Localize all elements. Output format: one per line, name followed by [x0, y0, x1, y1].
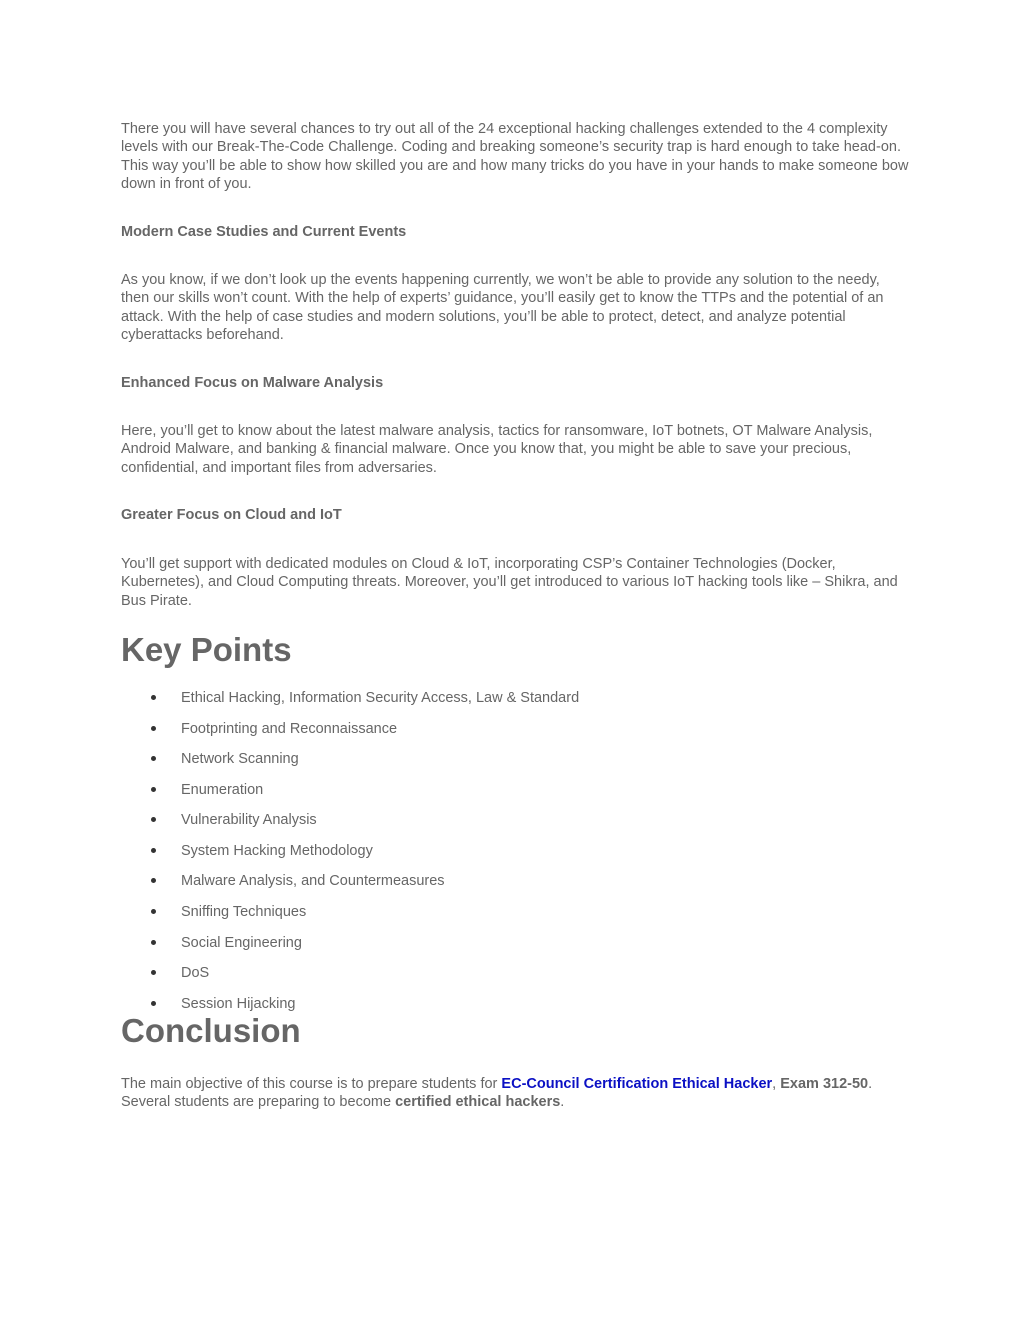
list-item-label: Enumeration [181, 781, 264, 798]
list-item [121, 995, 911, 1013]
bullet-icon [151, 878, 156, 883]
list-item [121, 689, 911, 720]
bullet-icon [151, 756, 156, 761]
list-item [121, 811, 911, 842]
bullet-icon [151, 940, 156, 945]
list-item-label: Vulnerability Analysis [181, 812, 317, 829]
key-points-list [121, 689, 911, 1013]
list-item [121, 750, 911, 781]
list-item-label: System Hacking Methodology [181, 842, 373, 859]
list-item [121, 842, 911, 873]
section-body-case-studies: As you know, if we don’t look up the events happening currently, we won’t be able to provide any solution to the needy, then our skills won’t count. With the help of experts’ guidance, you’ll easily get to know the TTPs and the potential of an attack. With the help of case studies and modern solutions, you’ll be able to protect, detect, and analyze potential cyberattacks beforehand. [121, 272, 884, 344]
intro-paragraph: There you will have several chances to try out all of the 24 exceptional hacking challenges extended to the 4 complexity levels with our Break-The-Code Challenge. Coding and breaking someone’s security trap is hard enough to take head-on. This way you’ll be able to show how skilled you are and how many tricks do you have in your hands to make someone bow down in front of you. [121, 121, 909, 193]
certified-ethical-hackers: certified ethical hackers [395, 1094, 561, 1111]
ec-council-link[interactable]: EC-Council Certification Ethical Hacker [501, 1075, 773, 1092]
conclusion-text-1: The main objective of this course is to prepare students for [121, 1075, 502, 1092]
list-item-label: Malware Analysis, and Countermeasures [181, 873, 445, 890]
exam-code: Exam 312-50 [780, 1075, 869, 1092]
section-heading-malware: Enhanced Focus on Malware Analysis [121, 374, 384, 391]
bullet-icon [151, 787, 156, 792]
list-item-label: Network Scanning [181, 751, 299, 768]
conclusion-text-4: . [560, 1094, 565, 1111]
section-body-cloud-iot: You’ll get support with dedicated modules on Cloud & IoT, incorporating CSP’s Container Technologies (Docker, Kubernetes), and Cloud Computing threats. Moreover, you’ll get introduced to various IoT hacking tools like – Shikra, and Bus Pirate. [121, 555, 898, 609]
list-item-label: Ethical Hacking, Information Security Access, Law & Standard [181, 689, 580, 706]
list-item-label: Session Hijacking [181, 995, 296, 1012]
list-item [121, 903, 911, 934]
bullet-icon [151, 817, 156, 822]
bullet-icon [151, 1001, 156, 1006]
section-heading-case-studies: Modern Case Studies and Current Events [121, 223, 407, 240]
list-item-label: Sniffing Techniques [181, 904, 307, 921]
bullet-icon [151, 909, 156, 914]
section-body-malware: Here, you’ll get to know about the latest malware analysis, tactics for ransomware, IoT botnets, OT Malware Analysis, Android Malware, and banking & financial malware. Once you know that, you might be able to save your precious, confidential, and important files from adversaries. [121, 423, 873, 476]
bullet-icon [151, 695, 156, 700]
list-item-label: DoS [181, 965, 210, 982]
conclusion-title: Conclusion [121, 1011, 301, 1049]
key-points-title: Key Points [121, 630, 292, 668]
bullet-icon [151, 848, 156, 853]
bullet-icon [151, 970, 156, 975]
list-item [121, 934, 911, 965]
section-heading-cloud-iot: Greater Focus on Cloud and IoT [121, 507, 342, 524]
list-item [121, 720, 911, 751]
document-page [121, 120, 911, 1112]
list-item [121, 872, 911, 903]
list-item [121, 781, 911, 812]
conclusion-text-2: , [772, 1075, 781, 1092]
conclusion-paragraph [121, 1075, 911, 1112]
list-item-label: Social Engineering [181, 934, 302, 951]
conclusion-text-3: . Several students are preparing to become [121, 1075, 873, 1111]
bullet-icon [151, 726, 156, 731]
list-item [121, 964, 911, 995]
list-item-label: Footprinting and Reconnaissance [181, 720, 398, 737]
